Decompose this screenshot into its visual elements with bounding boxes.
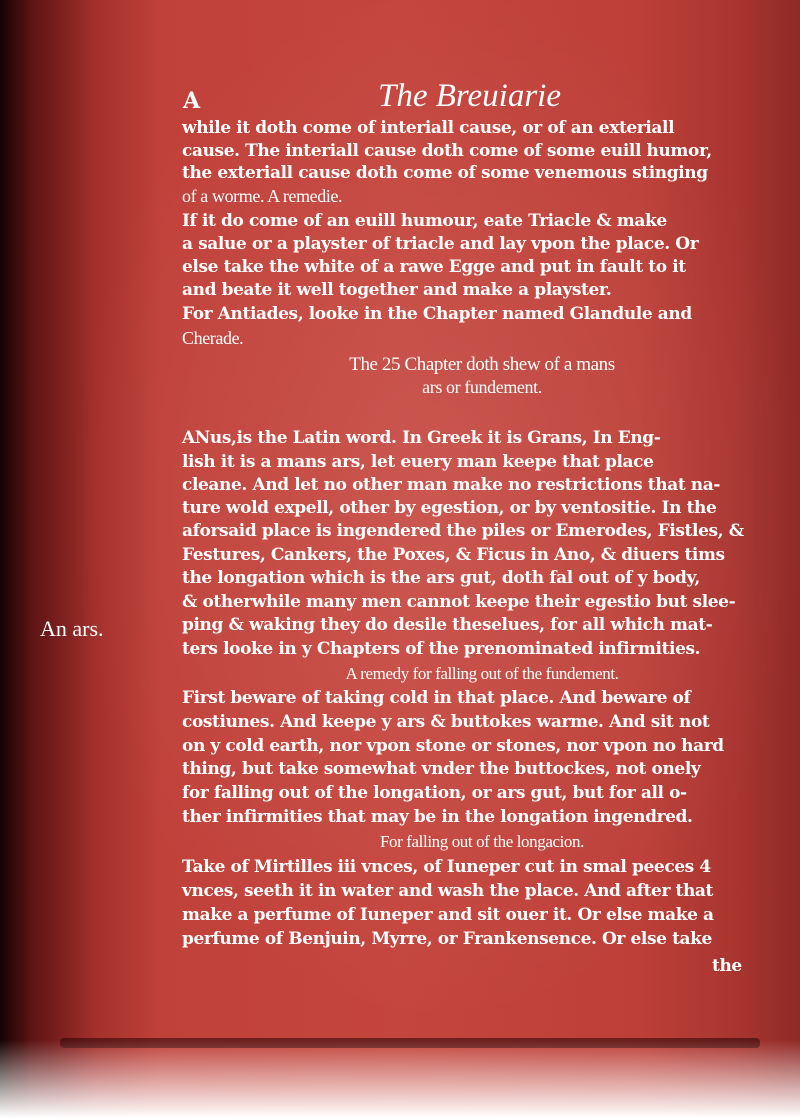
chapter-heading: ars or fundement. xyxy=(422,377,542,397)
page-bottom-fade xyxy=(0,1040,800,1118)
text-line: Take of Mirtilles iii vnces, of Iuneper cut in smal peeces 4 xyxy=(182,857,711,877)
text-line: cleane. And let no other man make no restrictions that na- xyxy=(182,475,721,495)
text-line: Cherade. xyxy=(182,328,244,348)
text-line: & otherwhile many men cannot keepe their egestio but slee- xyxy=(182,592,736,612)
text-line: ther infirmities that may be in the longation ingendred. xyxy=(182,807,693,827)
text-line: else take the white of a rawe Egge and put in fault to it xyxy=(182,257,686,277)
text-line: of a worme. A remedie. xyxy=(182,186,343,206)
text-line: cause. The interiall cause doth come of some euill humor, xyxy=(182,141,712,161)
text-line: ping & waking they do desile theselues, for all which mat- xyxy=(182,615,713,635)
margin-note: An ars. xyxy=(40,616,104,641)
text-line: the longation which is the ars gut, doth fal out of y body, xyxy=(182,568,700,588)
text-line: aforsaid place is ingendered the piles or Emerodes, Fistles, & xyxy=(182,521,744,541)
remedy-heading: For falling out of the longacion. xyxy=(380,832,584,851)
text-line: a salue or a playster of triacle and lay vpon the place. Or xyxy=(182,234,699,254)
catchword: the xyxy=(712,956,742,976)
text-line: on y cold earth, nor vpon stone or stones, nor vpon no hard xyxy=(182,736,724,756)
text-line: For Antiades, looke in the Chapter named Glandule and xyxy=(182,304,692,324)
text-line: thing, but take somewhat vnder the buttockes, not onely xyxy=(182,759,701,779)
running-title: The Breuiarie xyxy=(378,78,561,114)
remedy-heading: A remedy for falling out of the fundement. xyxy=(345,664,619,683)
signature-mark: A xyxy=(183,88,201,114)
text-line: ture wold expell, other by egestion, or by ventositie. In the xyxy=(182,498,717,518)
text-line: ters looke in y Chapters of the prenominated infirmities. xyxy=(182,639,701,659)
text-line: while it doth come of interiall cause, or of an exteriall xyxy=(182,118,675,138)
text-line: costiunes. And keepe y ars & buttokes warme. And sit not xyxy=(182,712,710,732)
text-line: the exteriall cause doth come of some venemous stinging xyxy=(182,163,708,183)
text-line: make a perfume of Iuneper and sit ouer it. Or else make a xyxy=(182,905,714,925)
text-line: for falling out of the longation, or ars gut, but for all o- xyxy=(182,783,687,803)
text-line: vnces, seeth it in water and wash the place. And after that xyxy=(182,881,714,901)
text-line: and beate it well together and make a playster. xyxy=(182,280,612,300)
text-line: If it do come of an euill humour, eate Triacle & make xyxy=(182,211,667,231)
text-line: lish it is a mans ars, let euery man keepe that place xyxy=(182,452,654,472)
page-gutter-shadow xyxy=(0,0,30,1118)
text-line: perfume of Benjuin, Myrre, or Frankensence. Or else take xyxy=(182,929,712,949)
chapter-heading: The 25 Chapter doth shew of a mans xyxy=(349,354,615,375)
text-line: First beware of taking cold in that place. And beware of xyxy=(182,688,691,708)
text-line: Festures, Cankers, the Poxes, & Ficus in Ano, & diuers tims xyxy=(182,545,725,565)
text-line: ANus,is the Latin word. In Greek it is Grans, In Eng- xyxy=(182,428,661,448)
